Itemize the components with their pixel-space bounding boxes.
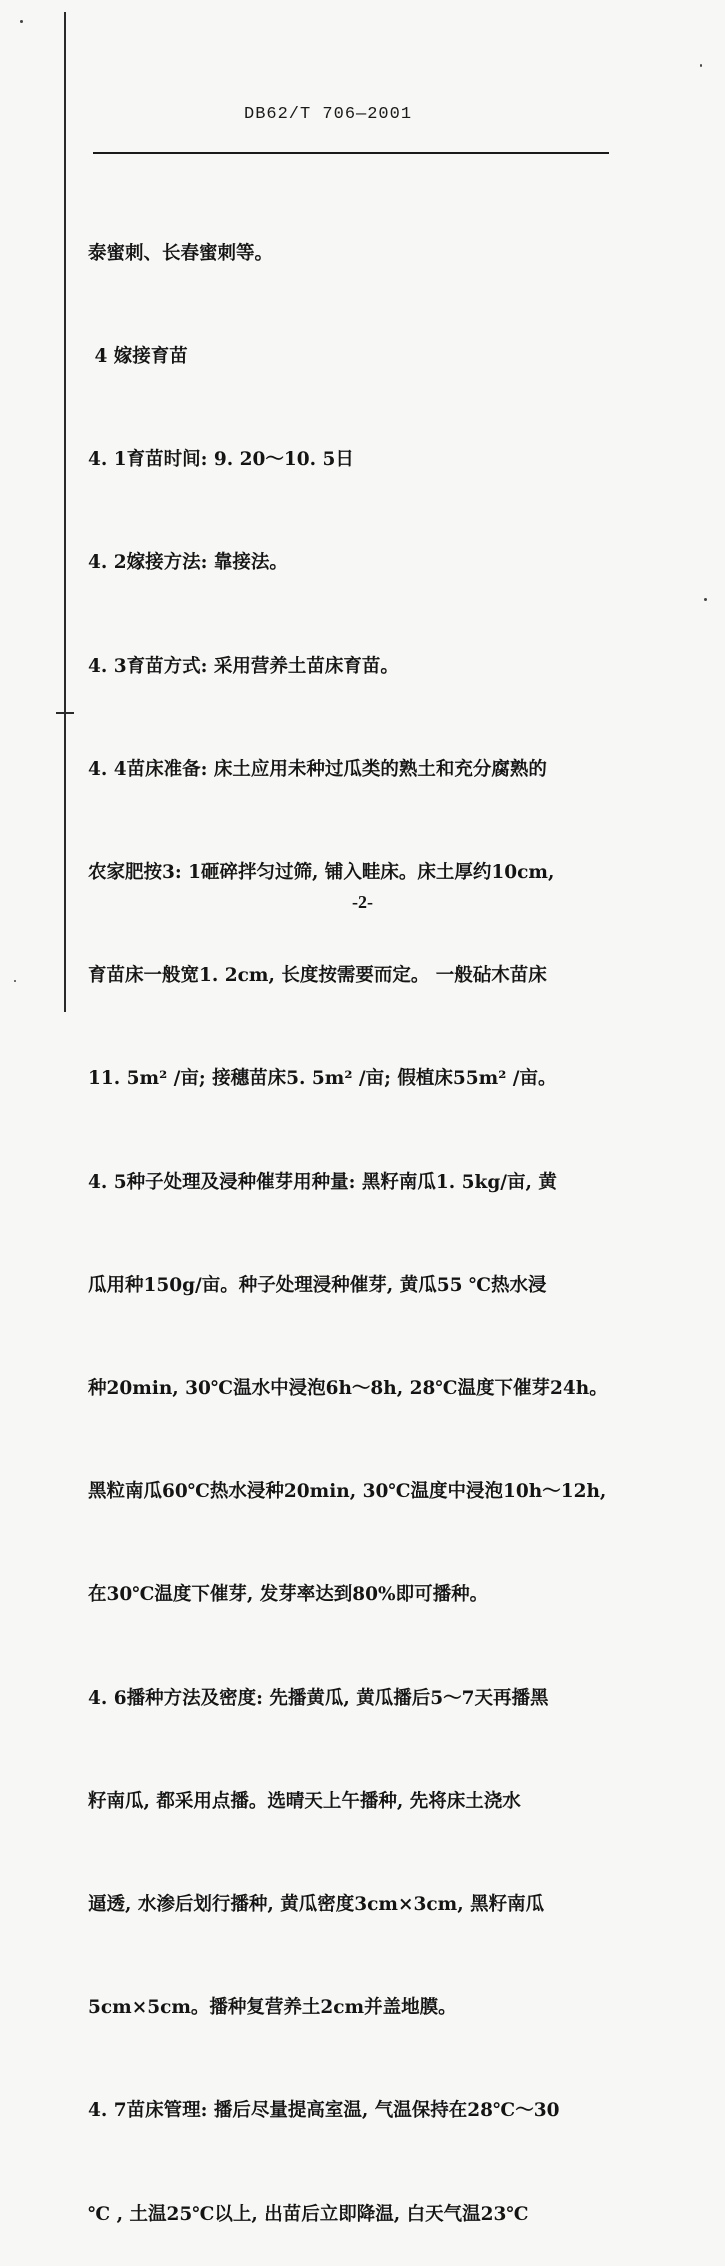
text-line: 4. 3育苗方式: 采用营养土苗床育苗。 [88,655,399,677]
document-header: DB62/T 706—2001 [244,105,413,124]
text-line: ℃ , 土温25℃以上, 出苗后立即降温, 白天气温23℃ [88,2203,529,2225]
text-line: 瓜用种150g/亩。种子处理浸种催芽, 黄瓜55 ℃热水浸 [88,1274,547,1296]
text-line: 黑粒南瓜60℃热水浸种20min, 30℃温度中浸泡10h～12h, [88,1481,607,1503]
scan-speck [704,598,707,601]
header-rule [93,152,609,154]
text-line: 农家肥按3: 1砸碎拌匀过筛, 铺入畦床。床土厚约10cm, [88,862,555,884]
text-line: 育苗床一般宽1. 2cm, 长度按需要而定。 一般砧木苗床 [88,965,547,987]
section-heading: 4 嫁接育苗 [88,346,188,368]
margin-tick-mark [56,712,74,714]
text-line: 4. 6播种方法及密度: 先播黄瓜, 黄瓜播后5～7天再播黑 [88,1687,549,1709]
scan-speck [20,20,23,23]
text-line: 在30℃温度下催芽, 发芽率达到80%即可播种。 [88,1584,489,1606]
scan-speck [14,980,16,982]
binding-margin-line [64,12,66,1012]
page-number: -2- [352,892,373,912]
text-line: 5cm×5cm。播种复营养土2cm并盖地膜。 [88,1997,457,2019]
text-line: 4. 7苗床管理: 播后尽量提高室温, 气温保持在28℃～30 [88,2100,560,2122]
text-line: 4. 5种子处理及浸种催芽用种量: 黑籽南瓜1. 5kg/亩, 黄 [88,1171,557,1193]
text-line: 11. 5m² /亩; 接穗苗床5. 5m² /亩; 假植床55m² /亩。 [88,1068,557,1090]
text-line: 4. 2嫁接方法: 靠接法。 [88,552,288,574]
text-line: 逼透, 水渗后划行播种, 黄瓜密度3cm×3cm, 黑籽南瓜 [88,1894,545,1916]
text-line: 4. 1育苗时间: 9. 20～10. 5日 [88,449,354,471]
text-line: 籽南瓜, 都采用点播。选晴天上午播种, 先将床土浇水 [88,1790,521,1812]
text-line: 种20min, 30℃温水中浸泡6h～8h, 28℃温度下催芽24h。 [88,1378,608,1400]
body-text [88,168,638,2266]
text-line: 泰蜜刺、长春蜜刺等。 [88,242,274,264]
text-line: 4. 4苗床准备: 床土应用未种过瓜类的熟土和充分腐熟的 [88,758,547,780]
scan-speck [700,64,702,67]
